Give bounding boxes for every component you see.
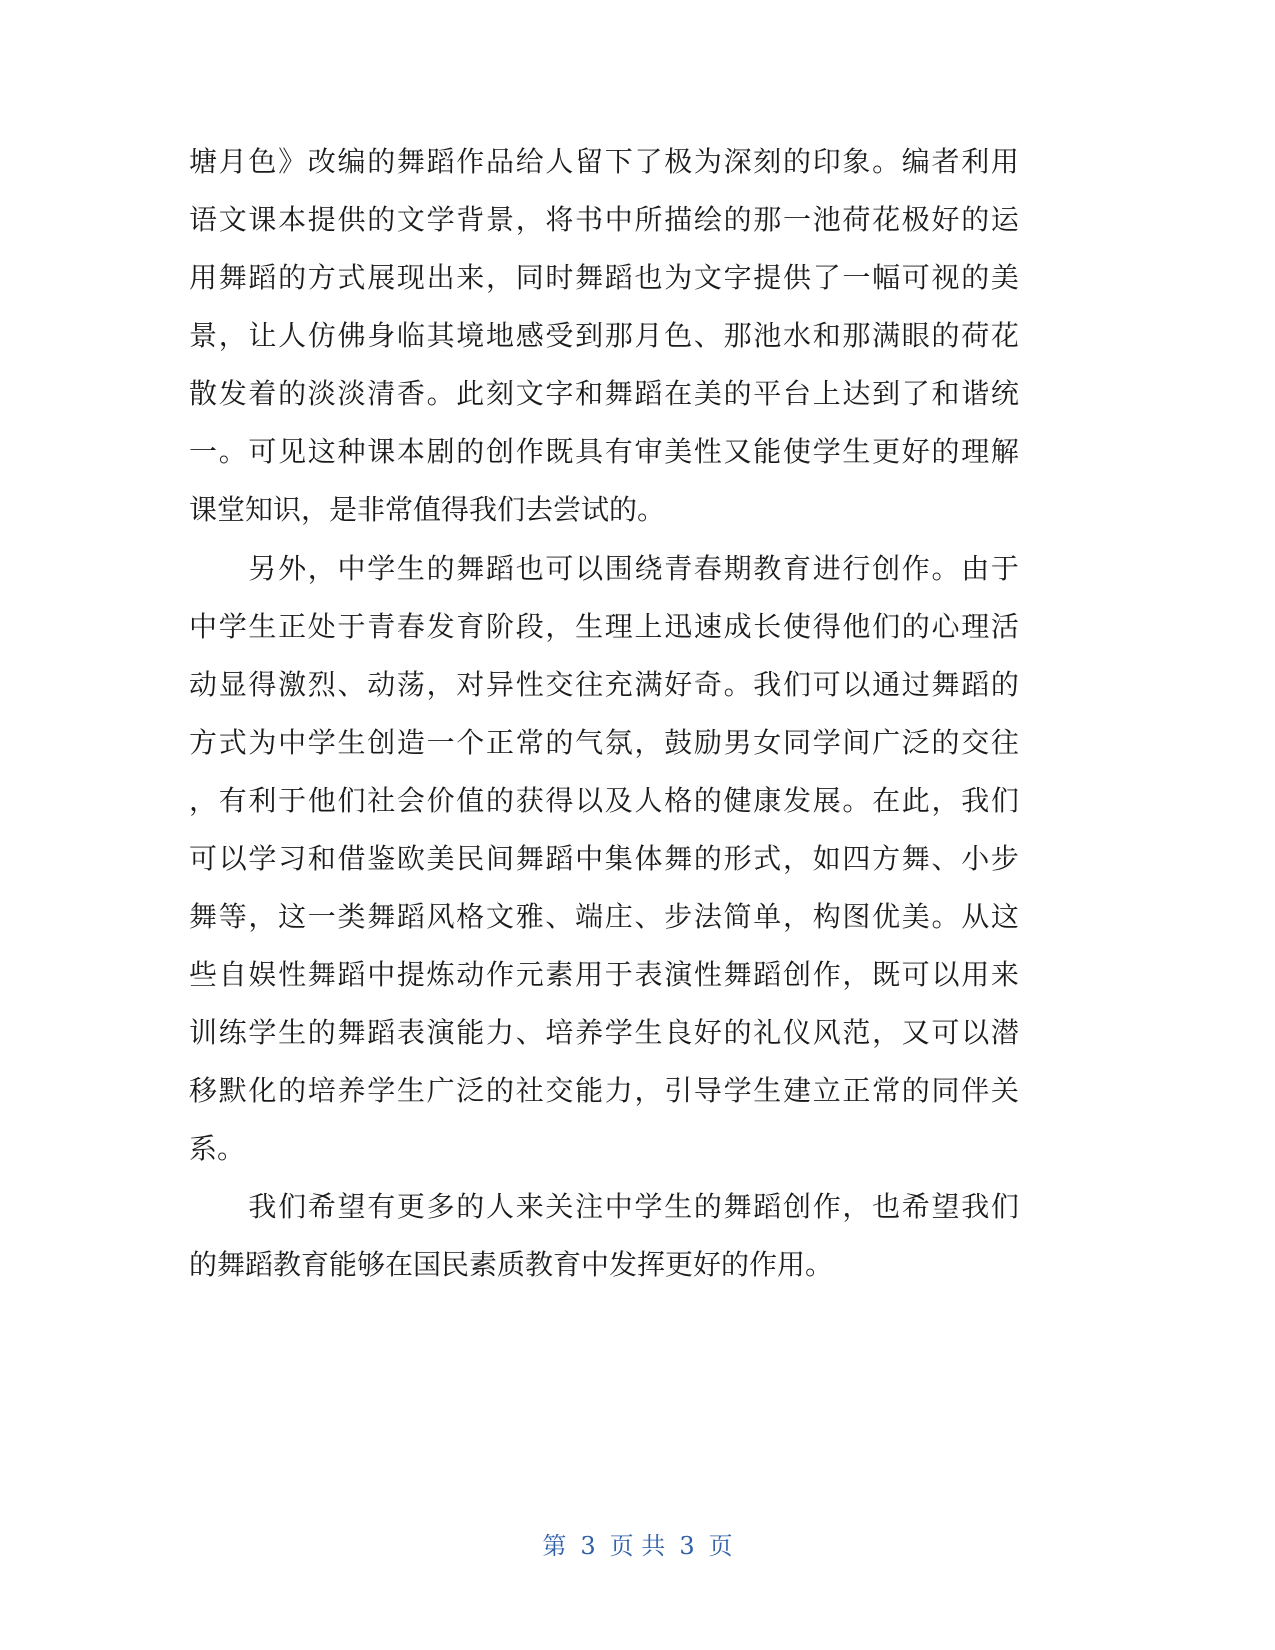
text-line: 用舞蹈的方式展现出来，同时舞蹈也为文字提供了一幅可视的美 xyxy=(189,261,1021,294)
text-line: 舞等，这一类舞蹈风格文雅、端庄、步法简单，构图优美。从这 xyxy=(189,900,1021,933)
footer-middle: 页 共 xyxy=(609,1532,666,1560)
footer-prefix: 第 xyxy=(542,1532,567,1560)
text-line: 课堂知识，是非常值得我们去尝试的。 xyxy=(189,493,666,526)
text-line: ，有利于他们社会价值的获得以及人格的健康发展。在此，我们 xyxy=(189,784,1021,817)
text-line: 移默化的培养学生广泛的社交能力，引导学生建立正常的同伴关 xyxy=(189,1074,1021,1107)
page-number: 3 xyxy=(580,1532,596,1560)
text-line: 我们希望有更多的人来关注中学生的舞蹈创作，也希望我们 xyxy=(189,1190,1021,1223)
text-line: 景，让人仿佛身临其境地感受到那月色、那池水和那满眼的荷花 xyxy=(189,319,1021,352)
text-line: 散发着的淡淡清香。此刻文字和舞蹈在美的平台上达到了和谐统 xyxy=(189,377,1021,410)
text-line: 语文课本提供的文学背景，将书中所描绘的那一池荷花极好的运 xyxy=(189,203,1021,236)
text-line: 动显得激烈、动荡，对异性交往充满好奇。我们可以通过舞蹈的 xyxy=(189,668,1021,701)
text-line: 塘月色》改编的舞蹈作品给人留下了极为深刻的印象。编者利用 xyxy=(189,145,1021,178)
text-line: 一。可见这种课本剧的创作既具有审美性又能使学生更好的理解 xyxy=(189,435,1021,468)
text-line: 方式为中学生创造一个正常的气氛，鼓励男女同学间广泛的交往 xyxy=(189,726,1021,759)
total-pages: 3 xyxy=(679,1532,695,1560)
page-footer xyxy=(0,1526,1275,1561)
text-line: 另外，中学生的舞蹈也可以围绕青春期教育进行创作。由于 xyxy=(189,552,1021,585)
text-line: 的舞蹈教育能够在国民素质教育中发挥更好的作用。 xyxy=(189,1248,834,1281)
text-line: 可以学习和借鉴欧美民间舞蹈中集体舞的形式，如四方舞、小步 xyxy=(189,842,1021,875)
footer-suffix: 页 xyxy=(708,1532,733,1560)
text-line: 训练学生的舞蹈表演能力、培养学生良好的礼仪风范，又可以潜 xyxy=(189,1016,1021,1049)
text-line: 中学生正处于青春发育阶段，生理上迅速成长使得他们的心理活 xyxy=(189,610,1021,643)
text-line: 些自娱性舞蹈中提炼动作元素用于表演性舞蹈创作，既可以用来 xyxy=(189,958,1021,991)
text-line: 系。 xyxy=(189,1132,246,1165)
